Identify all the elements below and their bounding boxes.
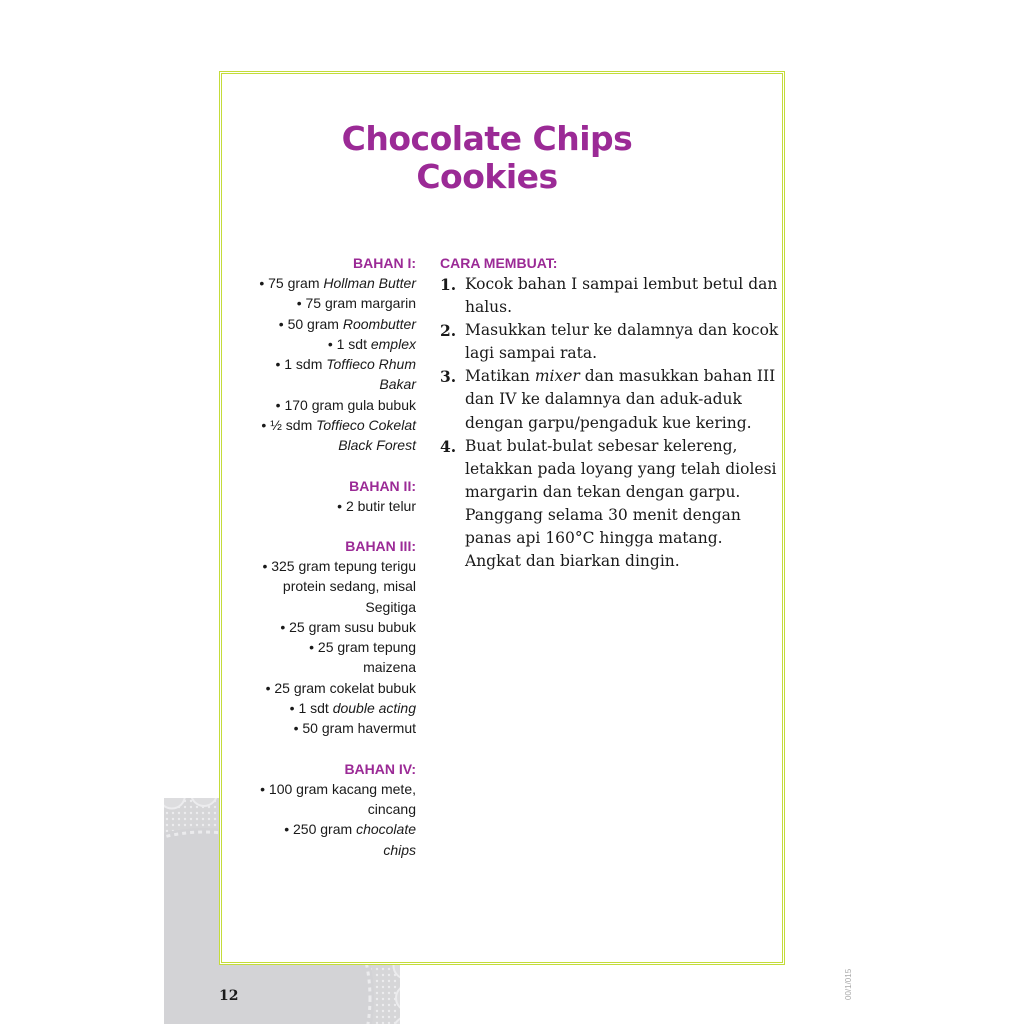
ingredients-column (236, 253, 416, 860)
ingredient-line: • 25 gram susu bubuk (280, 618, 416, 635)
method-steps (440, 273, 780, 573)
bahan-1-heading: BAHAN I: (353, 255, 416, 271)
bahan-3-list (236, 556, 416, 739)
bahan-4-heading: BAHAN IV: (344, 760, 416, 777)
side-code: 00/1/015 (844, 968, 853, 1000)
ingredient-line: • 25 gram tepung (309, 639, 416, 656)
bahan-1-list (236, 273, 416, 456)
step-number: 2. (440, 321, 457, 341)
ingredient-line: chips (383, 841, 416, 858)
bahan-2-heading: BAHAN II: (349, 477, 416, 494)
ingredient-line: • 1 sdt double acting (289, 700, 416, 717)
method-step: 1. Kocok bahan I sampai lembut betul dan halus. (440, 275, 778, 317)
ingredient-line: • 25 gram cokelat bubuk (265, 679, 416, 696)
ingredient-line: • 250 gram chocolate (284, 821, 416, 838)
method-step: 3. Matikan mixer dan masukkan bahan III dan IV ke dalamnya dan aduk-aduk dengan garpu/pengaduk kue kering. (440, 367, 776, 432)
step-number: 3. (440, 367, 457, 387)
ingredient-line: Bakar (379, 376, 416, 393)
method-heading: CARA MEMBUAT: (440, 255, 558, 271)
ingredient-line: protein sedang, misal (282, 578, 416, 595)
ingredient-line: • 1 sdm Toffieco Rhum (275, 356, 416, 373)
ingredient-line: Segitiga (365, 598, 416, 615)
ingredient-line: • 75 gram Hollman Butter (259, 275, 416, 291)
ingredient-line: Black Forest (338, 437, 416, 454)
bahan-4-list (236, 779, 416, 860)
ingredient-line: • 2 butir telur (337, 497, 416, 514)
step-number: 1. (440, 275, 457, 294)
page-number: 12 (219, 988, 239, 1004)
recipe-title (222, 120, 752, 196)
ingredient-line: • 170 gram gula bubuk (275, 396, 416, 413)
ingredient-line: maizena (363, 659, 416, 676)
ingredient-line: • 325 gram tepung terigu (262, 557, 416, 574)
method-column (440, 253, 780, 573)
ingredient-line: • 100 gram kacang mete, (260, 780, 416, 797)
title-line-2: Cookies (416, 157, 558, 196)
method-step: 2. Masukkan telur ke dalamnya dan kocok lagi sampai rata. (440, 321, 779, 363)
ingredient-line: • 1 sdt emplex (327, 335, 416, 352)
step-number: 4. (440, 436, 457, 456)
ingredient-line: • 50 gram havermut (293, 720, 416, 737)
method-step: 4. Buat bulat-bulat sebesar kelereng, letakkan pada loyang yang telah diolesi margarin dan tekan dengan garpu. Panggang selama 30 menit dengan panas api 160°C hingga matang. Angkat dan biarkan dingin. (440, 436, 777, 571)
bahan-3-heading: BAHAN III: (345, 537, 416, 554)
title-line-1: Chocolate Chips (341, 119, 633, 158)
ingredient-line: • ½ sdm Toffieco Cokelat (261, 417, 416, 434)
ingredient-line: cincang (367, 800, 416, 817)
ingredient-line: • 50 gram Roombutter (278, 315, 416, 332)
ingredient-line: • 75 gram margarin (296, 295, 416, 312)
bahan-2-list (236, 496, 416, 516)
